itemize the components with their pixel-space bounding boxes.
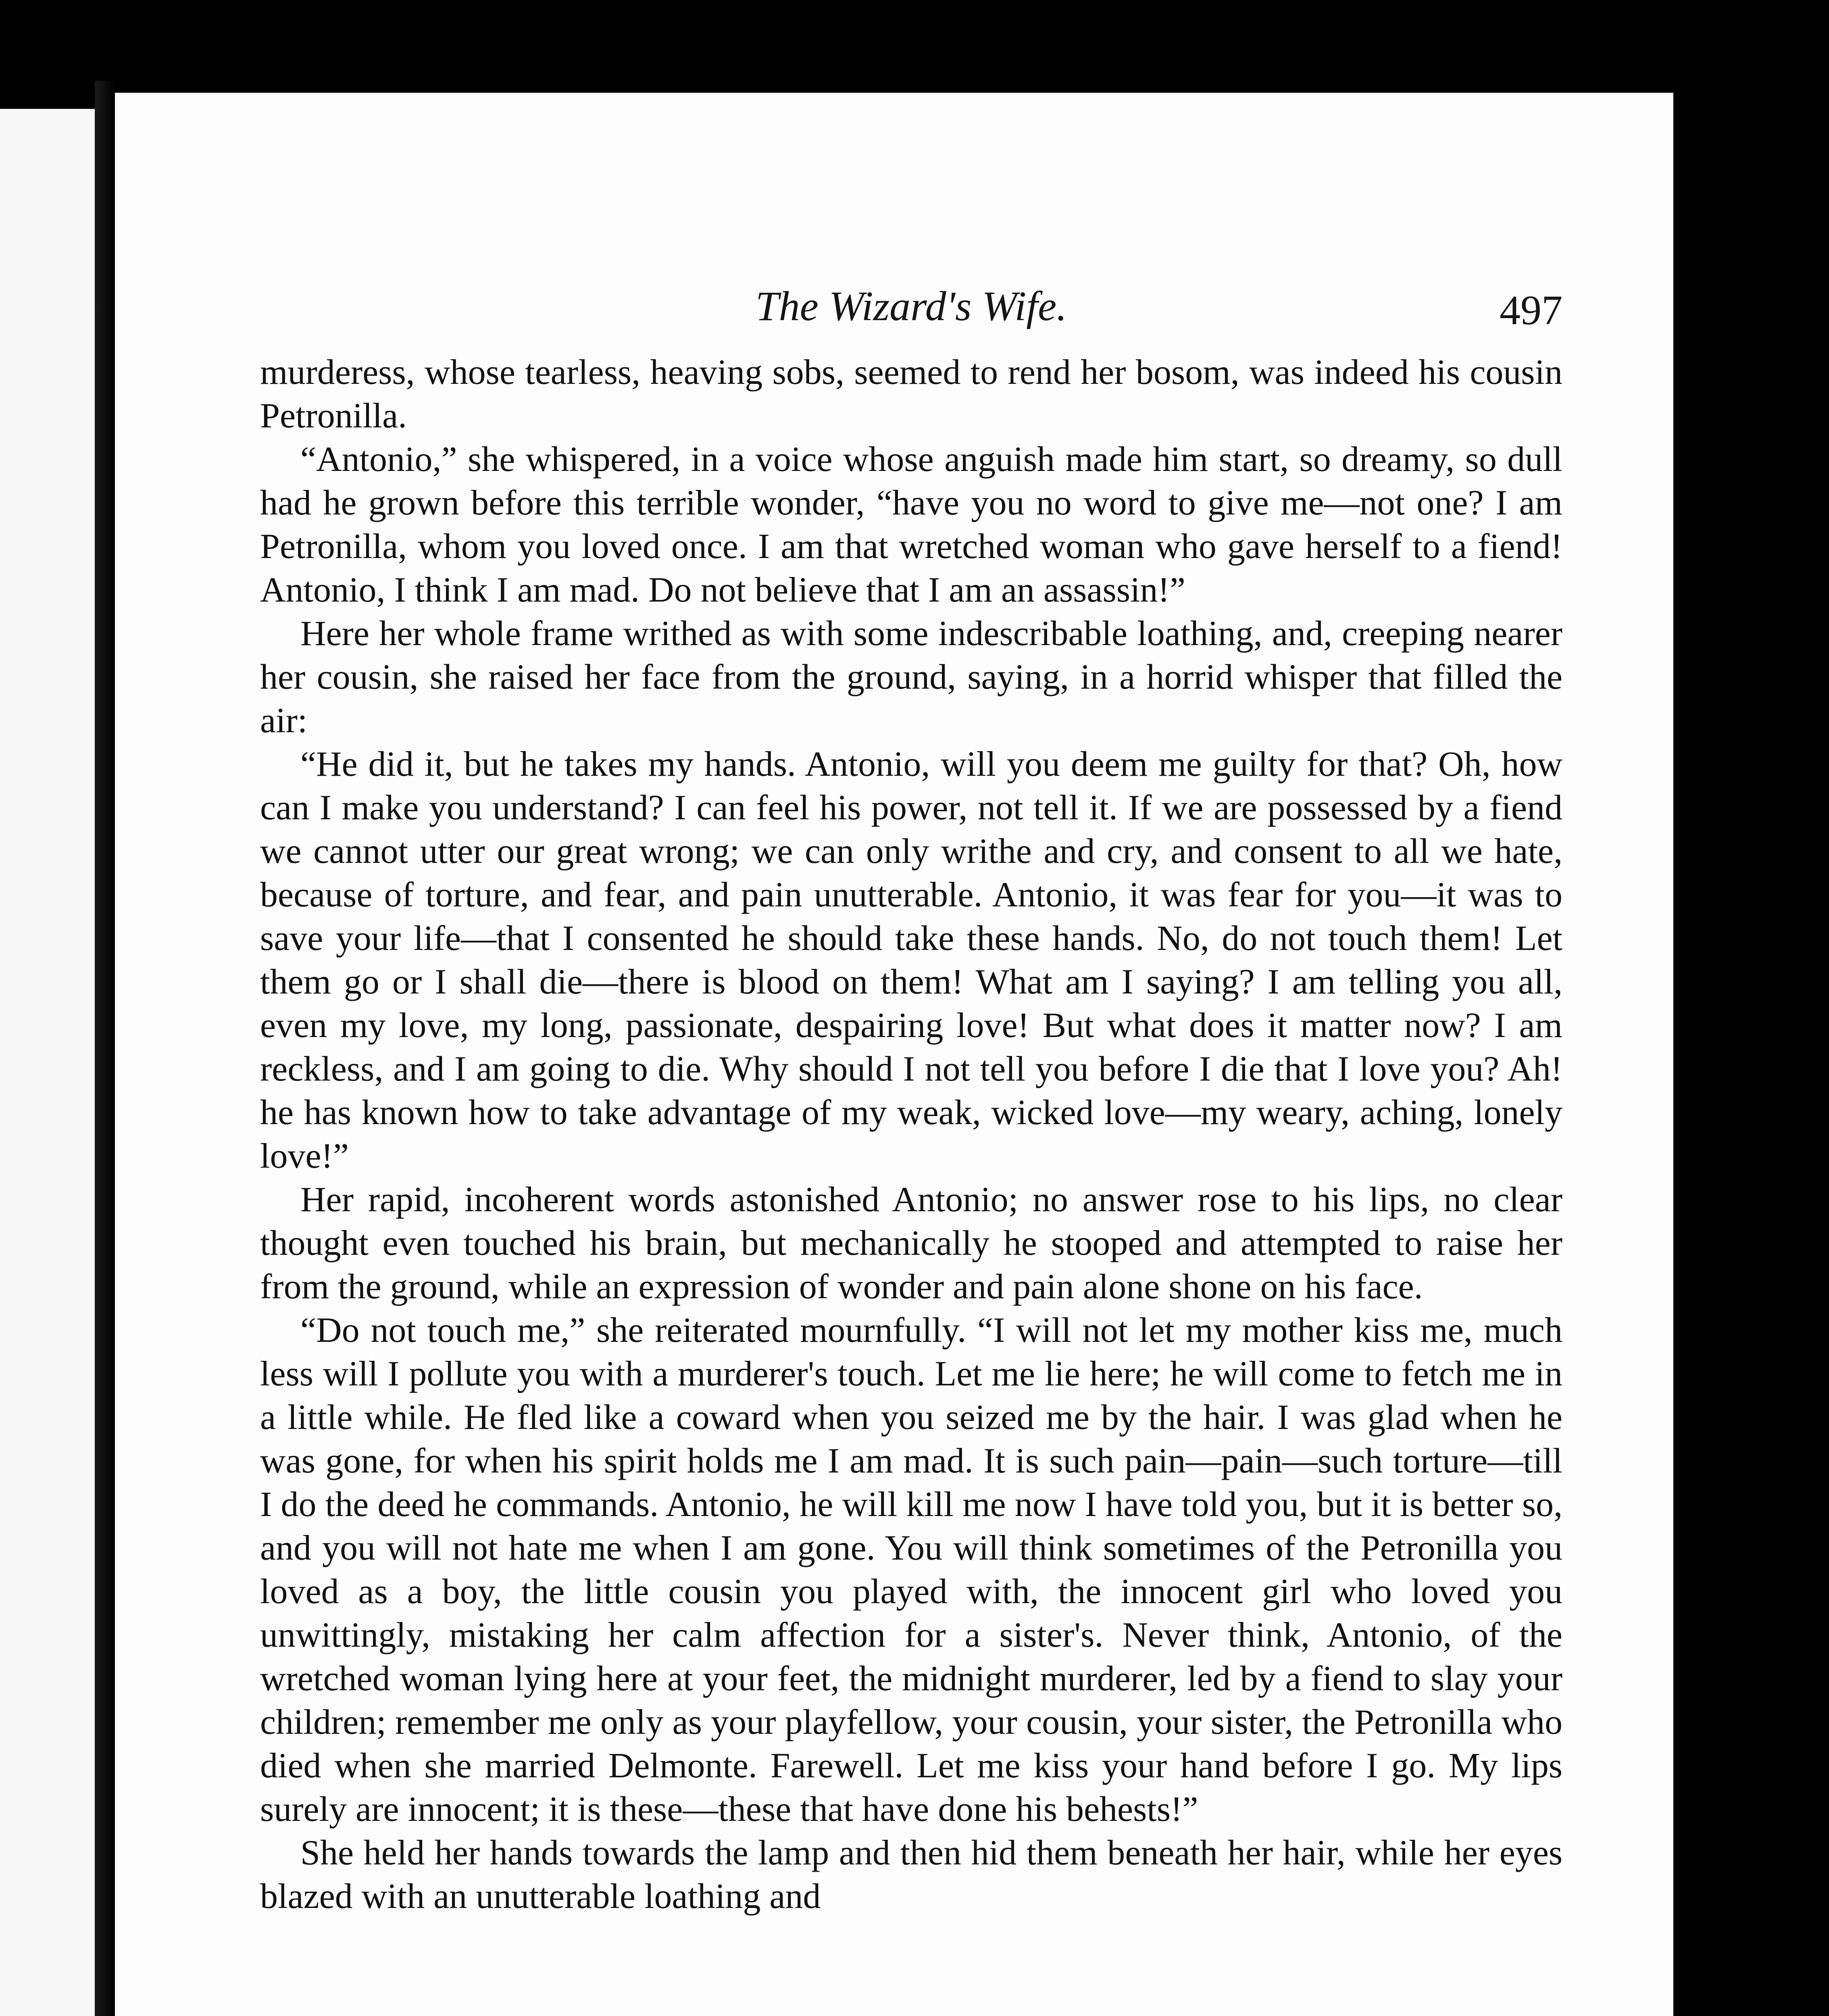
running-title: The Wizard's Wife.	[755, 283, 1067, 329]
page-number: 497	[1500, 287, 1562, 333]
paragraph: Here her whole frame writhed as with some indescribable loathing, and, creeping nearer her cousin, she raised her face from the ground, saying, in a horrid whisper that filled the air:	[260, 614, 1562, 740]
paragraph: “He did it, but he takes my hands. Antonio, will you deem me guilty for that? Oh, how can I make you understand? I can feel his power, not tell it. If we are possessed by a fiend we cannot utter our great wrong; we can only writhe and cry, and consent to all we hate, because of torture, and fear, and pain unutterable. Antonio, it was fear for you—it was to save your life—that I consented he should take these hands. No, do not touch them! Let them go or I shall die—there is blood on them! What am I saying? I am telling you all, even my love, my long, passionate, despairing love! But what does it matter now? I am reckless, and I am going to die. Why should I not tell you before I die that I love you? Ah! he has known how to take advantage of my weak, wicked love—my weary, aching, lonely love!”	[260, 745, 1562, 1176]
left-page-edge	[0, 109, 95, 2016]
paragraph: murderess, whose tearless, heaving sobs, seemed to rend her bosom, was indeed his cousin Petronilla.	[260, 353, 1562, 435]
book-page	[115, 93, 1673, 2016]
paragraph: She held her hands towards the lamp and then hid them beneath her hair, while her eyes blazed with an unutterable loathing and	[260, 1833, 1562, 1916]
paragraph: Her rapid, incoherent words astonished Antonio; no answer rose to his lips, no clear thought even touched his brain, but mechanically he stooped and attempted to raise her from the ground, while an expression of wonder and pain alone shone on his face.	[260, 1180, 1562, 1306]
page-header	[260, 272, 1562, 341]
body-text	[260, 351, 1562, 1918]
book-gutter	[95, 81, 115, 2016]
paragraph: “Antonio,” she whispered, in a voice whose anguish made him start, so dreamy, so dull had he grown before this terrible wonder, “have you no word to give me—not one? I am Petronilla, whom you loved once. I am that wretched woman who gave herself to a fiend! Antonio, I think I am mad. Do not believe that I am an assassin!”	[260, 440, 1562, 610]
paragraph: “Do not touch me,” she reiterated mournfully. “I will not let my mother kiss me, much less will I pollute you with a murderer's touch. Let me lie here; he will come to fetch me in a little while. He fled like a coward when you seized me by the hair. I was glad when he was gone, for when his spirit holds me I am mad. It is such pain—pain—such torture—till I do the deed he commands. Antonio, he will kill me now I have told you, but it is better so, and you will not hate me when I am gone. You will think sometimes of the Petronilla you loved as a boy, the little cousin you played with, the innocent girl who loved you unwittingly, mistaking her calm affection for a sister's. Never think, Antonio, of the wretched woman lying here at your feet, the midnight murderer, led by a fiend to slay your children; remember me only as your playfellow, your cousin, your sister, the Petronilla who died when she married Delmonte. Farewell. Let me kiss your hand before I go. My lips surely are innocent; it is these—these that have done his behests!”	[260, 1311, 1562, 1829]
